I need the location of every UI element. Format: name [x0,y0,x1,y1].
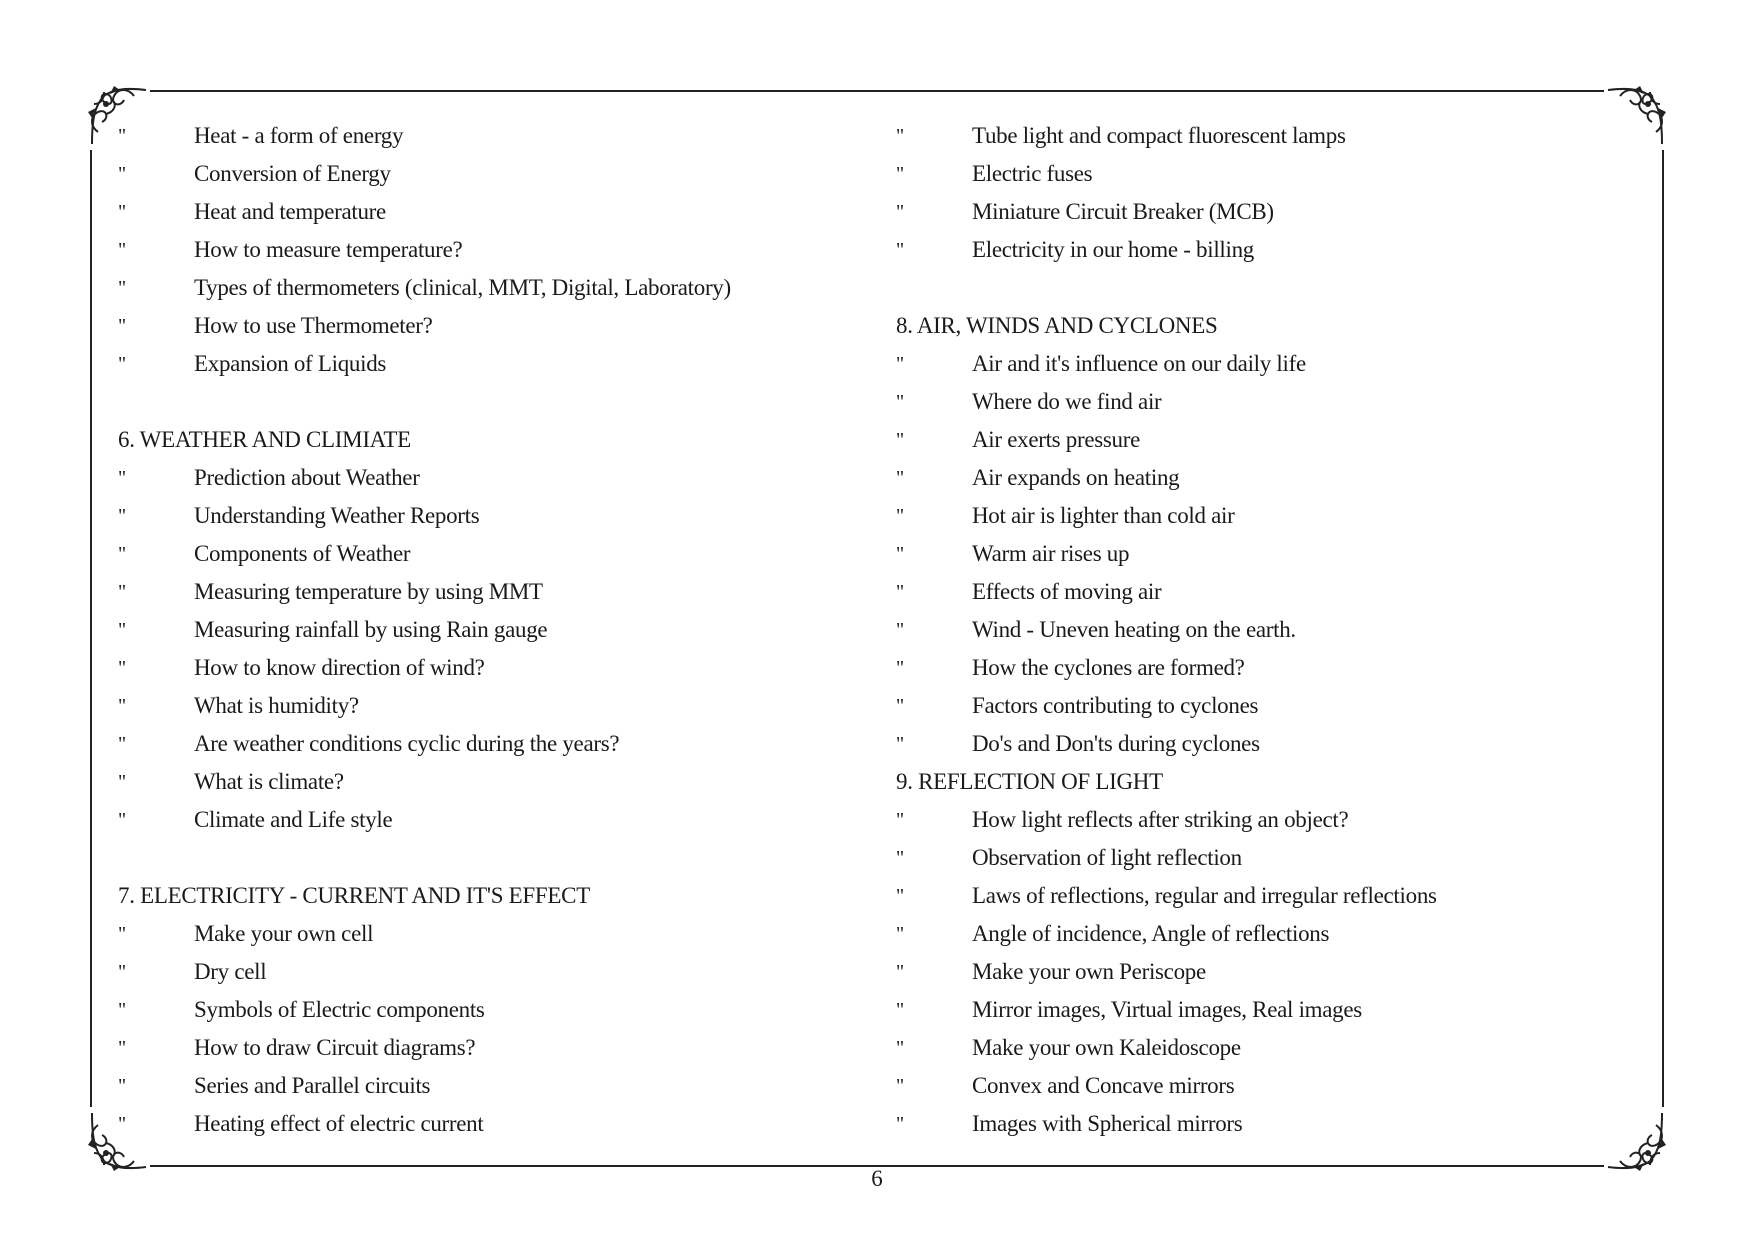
list-item [118,1029,818,1067]
spacer [118,383,818,421]
bullet-mark: " [896,961,904,983]
list-item-text: Make your own Kaleidoscope [972,1035,1241,1060]
list-item [118,535,818,573]
bullet-mark: " [896,429,904,451]
chapter-heading-text: 8. AIR, WINDS AND CYCLONES [896,313,1218,338]
list-item-text: Air and it's influence on our daily life [972,351,1306,376]
bullet-mark: " [118,1037,126,1059]
list-item-text: Prediction about Weather [194,465,420,490]
list-item-text: What is humidity? [194,693,359,718]
bullet-mark: " [118,163,126,185]
corner-ornament-icon [1600,82,1670,152]
list-item-text: How the cyclones are formed? [972,655,1245,680]
border-left [90,150,92,1107]
bullet-mark: " [896,1037,904,1059]
list-item-text: Air exerts pressure [972,427,1141,452]
bullet-mark: " [118,923,126,945]
list-item-text: Miniature Circuit Breaker (MCB) [972,199,1274,224]
list-item [118,155,818,193]
list-item [118,193,818,231]
list-item-text: Heat - a form of energy [194,123,404,148]
list-item-text: Warm air rises up [972,541,1130,566]
list-item [896,1029,1596,1067]
list-item [118,231,818,269]
list-item [896,193,1596,231]
bullet-mark: " [896,391,904,413]
bullet-mark: " [118,353,126,375]
list-item-text: How to know direction of wind? [194,655,485,680]
list-item-text: Mirror images, Virtual images, Real images [972,997,1362,1022]
chapter-heading [896,307,1596,345]
list-item [896,497,1596,535]
list-item [118,725,818,763]
list-item [896,535,1596,573]
list-item [896,421,1596,459]
list-item [118,459,818,497]
list-item [896,231,1596,269]
list-item [896,839,1596,877]
bullet-mark: " [118,1113,126,1135]
bullet-mark: " [896,581,904,603]
bullet-mark: " [118,809,126,831]
bullet-mark: " [896,353,904,375]
border-top [150,90,1604,92]
bullet-mark: " [118,771,126,793]
bullet-mark: " [118,1075,126,1097]
chapter-heading [896,763,1596,801]
bullet-mark: " [896,619,904,641]
list-item-text: Hot air is lighter than cold air [972,503,1235,528]
chapter-heading [118,421,818,459]
contents-column-right [896,117,1596,1143]
list-item [118,687,818,725]
list-item [118,801,818,839]
list-item [896,649,1596,687]
list-item [118,1067,818,1105]
bullet-mark: " [118,125,126,147]
list-item [896,953,1596,991]
list-item [118,269,818,307]
spacer [118,839,818,877]
list-item [896,687,1596,725]
page-number: 6 [871,1166,883,1191]
bullet-mark: " [896,163,904,185]
bullet-mark: " [118,999,126,1021]
bullet-mark: " [896,809,904,831]
list-item [896,573,1596,611]
bullet-mark: " [118,961,126,983]
list-item [118,497,818,535]
list-item-text: Images with Spherical mirrors [972,1111,1243,1136]
bullet-mark: " [118,315,126,337]
list-item [118,953,818,991]
bullet-mark: " [896,201,904,223]
list-item [118,763,818,801]
list-item [118,117,818,155]
chapter-heading-text: 9. REFLECTION OF LIGHT [896,769,1163,794]
list-item [118,345,818,383]
list-item [118,915,818,953]
list-item [896,155,1596,193]
list-item-text: Wind - Uneven heating on the earth. [972,617,1296,642]
bullet-mark: " [118,581,126,603]
list-item-text: Convex and Concave mirrors [972,1073,1235,1098]
bullet-mark: " [118,657,126,679]
list-item-text: Effects of moving air [972,579,1162,604]
contents-column-left [118,117,818,1143]
list-item-text: Climate and Life style [194,807,393,832]
list-item [118,1105,818,1143]
bullet-mark: " [896,923,904,945]
bullet-mark: " [118,733,126,755]
list-item-text: Where do we find air [972,389,1162,414]
bullet-mark: " [896,239,904,261]
list-item-text: Symbols of Electric components [194,997,485,1022]
list-item-text: How to measure temperature? [194,237,463,262]
bullet-mark: " [118,277,126,299]
list-item-text: Measuring temperature by using MMT [194,579,543,604]
list-item [896,877,1596,915]
list-item-text: Types of thermometers (clinical, MMT, Digital, Laboratory) [194,275,731,300]
list-item [896,1067,1596,1105]
list-item-text: Heating effect of electric current [194,1111,484,1136]
list-item-text: Are weather conditions cyclic during the years? [194,731,620,756]
bullet-mark: " [118,239,126,261]
list-item-text: Series and Parallel circuits [194,1073,431,1098]
bullet-mark: " [896,467,904,489]
list-item-text: Dry cell [194,959,267,984]
list-item-text: Electric fuses [972,161,1093,186]
list-item [896,345,1596,383]
list-item-text: Components of Weather [194,541,411,566]
bullet-mark: " [896,847,904,869]
list-item-text: How light reflects after striking an object? [972,807,1349,832]
list-item-text: Observation of light reflection [972,845,1242,870]
corner-ornament-icon [1600,1105,1670,1175]
list-item-text: Air expands on heating [972,465,1180,490]
list-item-text: How to draw Circuit diagrams? [194,1035,476,1060]
list-item-text: Tube light and compact fluorescent lamps [972,123,1346,148]
bullet-mark: " [896,1113,904,1135]
bullet-mark: " [118,619,126,641]
bullet-mark: " [118,543,126,565]
spacer [896,269,1596,307]
list-item [118,991,818,1029]
list-item [896,383,1596,421]
list-item [896,1105,1596,1143]
bullet-mark: " [896,1075,904,1097]
bullet-mark: " [896,125,904,147]
bullet-mark: " [896,543,904,565]
list-item-text: Make your own cell [194,921,374,946]
chapter-heading [118,877,818,915]
list-item-text: Laws of reflections, regular and irregular reflections [972,883,1437,908]
list-item [896,117,1596,155]
list-item [896,459,1596,497]
list-item-text: Understanding Weather Reports [194,503,480,528]
bullet-mark: " [896,695,904,717]
chapter-heading-text: 7. ELECTRICITY - CURRENT AND IT'S EFFECT [118,883,590,908]
bullet-mark: " [118,505,126,527]
list-item [896,801,1596,839]
bullet-mark: " [118,201,126,223]
list-item-text: How to use Thermometer? [194,313,433,338]
list-item [118,649,818,687]
border-right [1662,150,1664,1107]
chapter-heading-text: 6. WEATHER AND CLIMIATE [118,427,411,452]
bullet-mark: " [896,885,904,907]
list-item-text: Make your own Periscope [972,959,1206,984]
list-item [118,573,818,611]
list-item-text: Heat and temperature [194,199,386,224]
list-item-text: What is climate? [194,769,344,794]
list-item [896,725,1596,763]
list-item-text: Measuring rainfall by using Rain gauge [194,617,548,642]
bullet-mark: " [896,999,904,1021]
bullet-mark: " [896,505,904,527]
list-item [118,307,818,345]
list-item-text: Angle of incidence, Angle of reflections [972,921,1330,946]
list-item [118,611,818,649]
bullet-mark: " [896,657,904,679]
bullet-mark: " [118,467,126,489]
list-item-text: Do's and Don'ts during cyclones [972,731,1260,756]
bullet-mark: " [118,695,126,717]
list-item-text: Conversion of Energy [194,161,391,186]
bullet-mark: " [896,733,904,755]
list-item [896,991,1596,1029]
list-item-text: Factors contributing to cyclones [972,693,1259,718]
list-item [896,915,1596,953]
list-item [896,611,1596,649]
list-item-text: Expansion of Liquids [194,351,387,376]
list-item-text: Electricity in our home - billing [972,237,1255,262]
